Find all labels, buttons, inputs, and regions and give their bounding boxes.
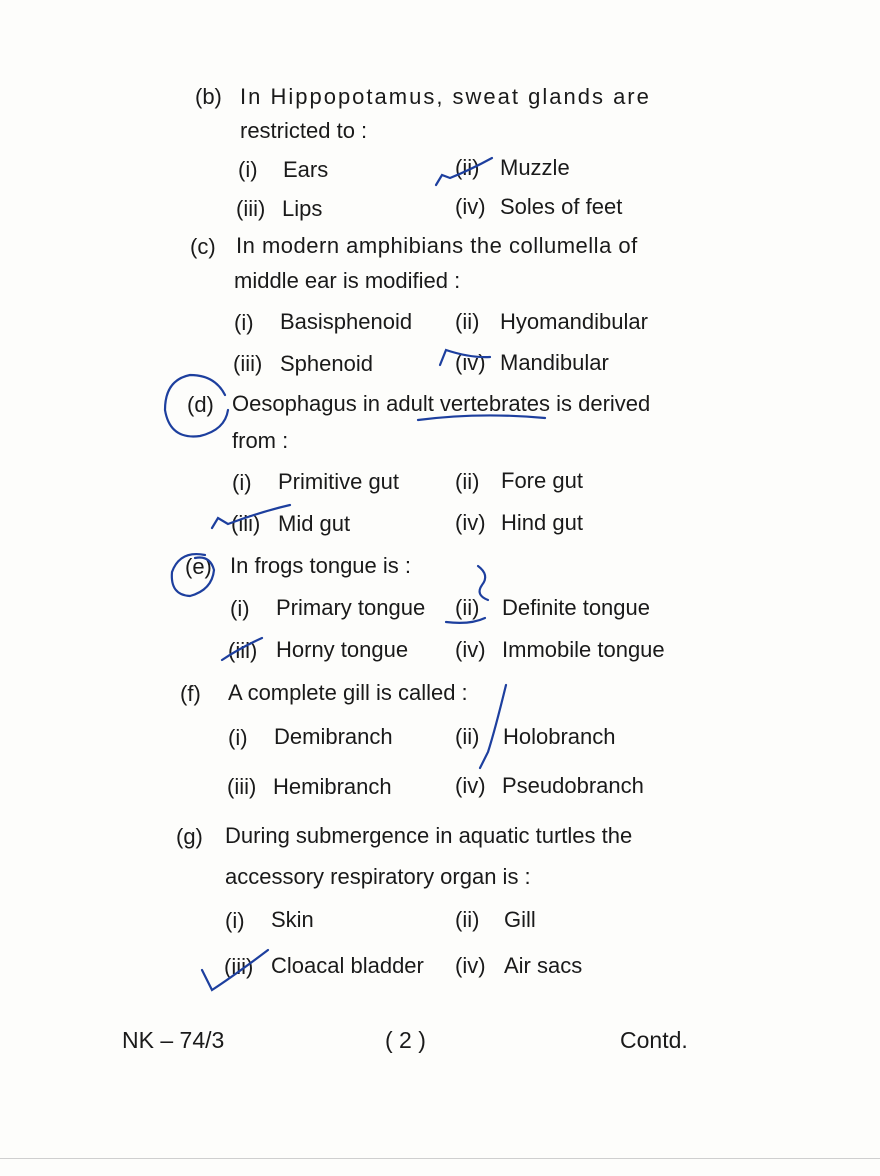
option-num: (iii) [233, 351, 263, 376]
option-text: Hyomandibular [500, 309, 648, 334]
option-num: (iv) [455, 510, 486, 535]
option-num: (iii) [224, 954, 254, 979]
question-label: (e) [185, 554, 212, 579]
option-text: Fore gut [501, 468, 583, 493]
option-text: Demibranch [274, 724, 393, 749]
question-stem: In frogs tongue is : [230, 553, 411, 578]
option-text: Lips [282, 196, 323, 221]
question-stem: During submergence in aquatic turtles the [225, 823, 633, 848]
option-num: (ii) [455, 309, 480, 334]
option-num: (iv) [455, 773, 486, 798]
option-num: (i) [234, 310, 254, 335]
option-num: (iii) [227, 774, 257, 799]
option-text: Muzzle [500, 155, 570, 180]
option-text: Sphenoid [280, 351, 373, 376]
option-num: (iv) [455, 953, 486, 978]
option-text: Mid gut [278, 511, 351, 536]
page-edge-line [0, 1158, 880, 1159]
option-text: Hind gut [501, 510, 583, 535]
paper-code: NK – 74/3 [122, 1027, 225, 1053]
option-text: Soles of feet [500, 194, 623, 219]
option-text: Pseudobranch [502, 773, 644, 798]
question-stem: from : [232, 428, 289, 453]
option-num: (iii) [228, 638, 258, 663]
option-num: (iv) [455, 637, 486, 662]
question-stem: In Hippopotamus, sweat glands are [240, 84, 651, 109]
option-text: Definite tongue [502, 595, 650, 620]
option-num: (i) [225, 908, 245, 933]
option-num: (ii) [455, 155, 480, 180]
question-label: (f) [180, 681, 201, 706]
option-text: Air sacs [504, 953, 583, 978]
question-stem: accessory respiratory organ is : [225, 864, 531, 889]
option-num: (ii) [455, 595, 480, 620]
question-stem: middle ear is modified : [234, 268, 461, 293]
page-number: ( 2 ) [385, 1027, 426, 1053]
option-text: Skin [271, 907, 314, 932]
question-label: (d) [187, 392, 214, 417]
option-num: (iv) [455, 194, 486, 219]
option-num: (i) [238, 157, 258, 182]
option-text: Primitive gut [278, 469, 400, 494]
question-label: (c) [190, 234, 216, 259]
option-text: Primary tongue [276, 595, 426, 620]
option-num: (iii) [231, 511, 261, 536]
option-num: (i) [228, 725, 248, 750]
question-label: (g) [176, 824, 203, 849]
question-stem: Oesophagus in adult vertebrates is derived [232, 391, 651, 416]
option-text: Cloacal bladder [271, 953, 424, 978]
option-num: (iii) [236, 196, 266, 221]
option-num: (i) [230, 596, 250, 621]
question-stem: A complete gill is called : [228, 680, 468, 705]
continued-label: Contd. [620, 1027, 688, 1053]
option-text: Gill [504, 907, 536, 932]
option-text: Horny tongue [276, 637, 409, 662]
option-num: (iv) [455, 350, 486, 375]
option-num: (ii) [455, 469, 480, 494]
option-num: (ii) [455, 724, 480, 749]
option-text: Basisphenoid [280, 309, 413, 334]
option-text: Hemibranch [273, 774, 392, 799]
option-text: Immobile tongue [502, 637, 665, 662]
option-num: (i) [232, 470, 252, 495]
option-text: Mandibular [500, 350, 609, 375]
question-label: (b) [195, 84, 222, 109]
option-num: (ii) [455, 907, 480, 932]
question-stem: In modern amphibians the collumella of [236, 233, 638, 258]
option-text: Holobranch [503, 724, 616, 749]
question-stem: restricted to : [240, 118, 368, 143]
option-text: Ears [283, 157, 329, 182]
